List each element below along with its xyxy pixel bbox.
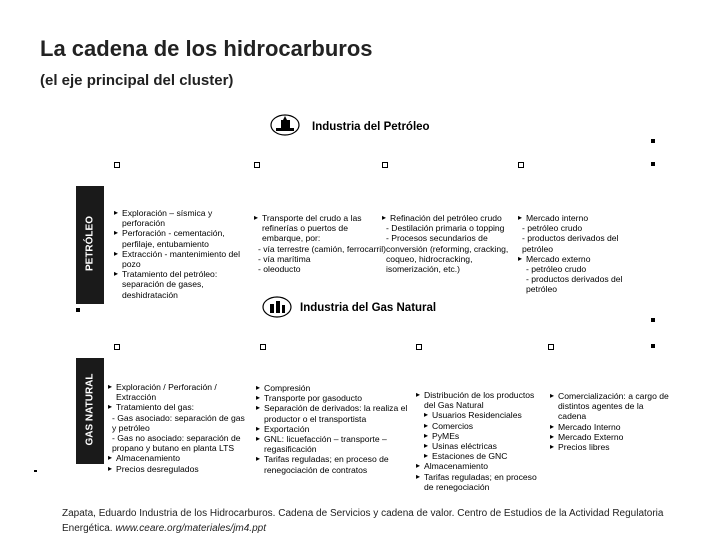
- page-title: La cadena de los hidrocarburos: [40, 36, 373, 61]
- bullet-item: ▸ Precios desregulados: [108, 464, 248, 474]
- bullet-item: ▸ Transporte del crudo a las refinerías o puertos de embarque, por:: [254, 213, 386, 244]
- list-item: - Procesos secundarios de conversión (reforming, cracking, coqueo, hidrocracking, isomerización, etc.): [386, 233, 509, 275]
- list-item: - vía terrestre (camión, ferrocarril): [258, 243, 386, 254]
- sub-bullet-item: ▸ PyMEs: [416, 431, 548, 441]
- gas-plant-icon: [262, 296, 292, 318]
- petroleo-col-transport: [254, 213, 386, 274]
- page-subtitle: (el eje principal del cluster): [40, 72, 234, 89]
- list-item: - productos derivados del petróleo: [526, 274, 623, 295]
- petroleo-sidebar-label: PETRÓLEO: [84, 216, 96, 272]
- citation-text: Zapata, Eduardo Industria de los Hidrocarburos. Cadena de Servicios y cadena de valor. Centro de Estudios de la Actividad Regulatoria Energética.: [62, 508, 664, 534]
- bullet-item: ▸ Distribución de los productos del Gas Natural: [416, 390, 548, 410]
- bullet-item: ▸ Tratamiento del gas:: [108, 402, 248, 412]
- sub-bullet-item: ▸ Usuarios Residenciales: [416, 410, 548, 420]
- sub-bullet-item: ▸ Estaciones de GNC: [416, 451, 548, 461]
- gas-col-upstream: [108, 382, 248, 474]
- list-item: - vía marítima: [258, 253, 311, 264]
- bullet-item: ▸ Mercado Interno: [550, 422, 672, 432]
- sub-bullet-item: ▸ Comercios: [416, 421, 548, 431]
- petroleo-col-refining: [382, 213, 518, 274]
- bullet-item: ▸ Tratamiento del petróleo: separación de gases, deshidratación: [114, 269, 246, 300]
- gas-industry-title: Industria del Gas Natural: [300, 302, 437, 314]
- list-item: - petróleo crudo: [522, 223, 583, 234]
- corner-marker: [114, 162, 120, 168]
- bullet-item: ▸ Mercado Externo: [550, 432, 672, 442]
- list-item: - Gas no asociado: separación de propano y butano en planta LTS: [112, 433, 241, 454]
- corner-marker: [382, 162, 388, 168]
- corner-marker: [76, 308, 80, 312]
- petroleo-col-upstream: [114, 208, 246, 300]
- corner-marker: [254, 162, 260, 168]
- gas-sidebar-label: GAS NATURAL: [84, 373, 96, 446]
- corner-marker: [114, 344, 120, 350]
- citation-url[interactable]: www.ceare.org/materiales/jm4.ppt: [115, 523, 266, 534]
- list-item: - petróleo crudo: [526, 264, 587, 275]
- corner-marker: [518, 162, 524, 168]
- bullet-item: ▸ Perforación - cementación, perfilaje, entubamiento: [114, 228, 246, 248]
- petroleo-col-market: [518, 213, 650, 295]
- footer-citation: [62, 506, 702, 536]
- petroleo-industry-title: Industria del Petróleo: [312, 121, 430, 133]
- bullet-item: ▸ Tarifas reguladas; en proceso de renegociación de contratos: [256, 454, 416, 474]
- list-item: - productos derivados del petróleo: [522, 233, 619, 254]
- bullet-item: ▸ Exploración – sísmica y perforación: [114, 208, 246, 228]
- list-item: - Destilación primaria o topping: [386, 223, 505, 234]
- corner-marker: [651, 344, 655, 348]
- gas-sidebar: [76, 358, 104, 464]
- oil-rig-icon: [270, 114, 300, 136]
- bullet-item: ▸ Almacenamiento: [416, 461, 548, 471]
- bullet-item: ▸ Almacenamiento: [108, 453, 248, 463]
- list-item: - Gas asociado: separación de gas y petróleo: [112, 412, 245, 433]
- corner-marker: [651, 318, 655, 322]
- gas-col-transport: [256, 383, 416, 475]
- bullet-item: ▸ Mercado interno: [518, 213, 650, 223]
- corner-marker: [416, 344, 422, 350]
- bullet-item: ▸ Comercialización: a cargo de distintos agentes de la cadena: [550, 391, 672, 422]
- bullet-item: ▸ Exploración / Perforación / Extracción: [108, 382, 248, 402]
- bullet-item: ▸ Separación de derivados: la realiza el productor o el transportista: [256, 403, 416, 423]
- gas-col-distribution: [416, 390, 548, 492]
- bullet-item: ▸ Transporte por gasoducto: [256, 393, 416, 403]
- bullet-item: ▸ Mercado externo: [518, 254, 650, 264]
- list-item: - oleoducto: [258, 264, 301, 275]
- bullet-item: ▸ Compresión: [256, 383, 416, 393]
- sub-bullet-item: ▸ Usinas eléctricas: [416, 441, 548, 451]
- bullet-item: ▸ Refinación del petróleo crudo: [382, 213, 518, 223]
- gas-col-market: [550, 391, 672, 452]
- bullet-item: ▸ Tarifas reguladas; en proceso de renegociación: [416, 472, 548, 492]
- petroleo-sidebar: [76, 186, 104, 304]
- corner-marker: [548, 344, 554, 350]
- corner-marker: [34, 470, 37, 472]
- corner-marker: [651, 162, 655, 166]
- bullet-item: ▸ GNL: licuefacción – transporte – regasificación: [256, 434, 416, 454]
- bullet-item: ▸ Exportación: [256, 424, 416, 434]
- bullet-item: ▸ Extracción - mantenimiento del pozo: [114, 249, 246, 269]
- corner-marker: [651, 139, 655, 143]
- corner-marker: [260, 344, 266, 350]
- bullet-item: ▸ Precios libres: [550, 442, 672, 452]
